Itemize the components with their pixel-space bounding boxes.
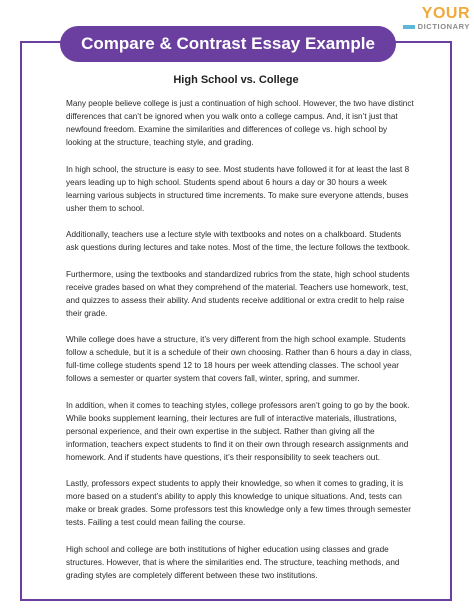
logo-wordmark-bottom-text: DICTIONARY (417, 22, 470, 31)
logo-accent-mark (403, 25, 415, 29)
essay-paragraph-high-school-grading: Furthermore, using the textbooks and standardized rubrics from the state, high school students receive grades based on what they comprehend of the material. Teachers use homework, test, and quizzes to assess their ability. And students receive additional or extra credit to help raise their grade. (66, 269, 410, 318)
essay-paragraph-intro: Many people believe college is just a continuation of high school. However, the two have distinct differences that can’t be ignored when you walk onto a college campus. And, it isn’t just that newfound freedom. Examine the similarities and differences of college vs. high school by looking at the structure, teaching style, and grading. (66, 99, 414, 147)
essay-paragraph-college-structure: While college does have a structure, it’s very different from the high school example. Students follow a schedule, but it is a schedule of their own choosing. Rather than 6 hours a day in class, full-time college students spend 12 to 18 hours per week attending classes. The school year follows a semester or quarter system that covers fall, winter, spring, and summer. (66, 335, 412, 383)
logo (398, 6, 470, 40)
essay-title: High School vs. College (173, 74, 299, 86)
essay-paragraph-high-school-teaching: Additionally, teachers use a lecture style with textbooks and notes on a chalkboard. Students ask questions during lectures and take notes. Most of the time, the lecture follows the textbook. (66, 230, 411, 252)
logo-wordmark-top: YOUR (421, 5, 470, 22)
essay-paragraph-college-grading: Lastly, professors expect students to apply their knowledge, so when it comes to grading, it is more based on a student’s ability to apply this knowledge to unique situations. And, tests can make or break grades. Some professors test this knowledge only a few times through semester tests. Failing a test could mean failing the course. (66, 479, 411, 527)
logo-wordmark-bottom (398, 22, 470, 32)
essay-paragraph-conclusion: High school and college are both institutions of higher education using classes and grade structures. However, that is where the similarities end. The structure, teaching methods, and grading styles are completely different between these two institutions. (66, 544, 400, 580)
page-title: Compare & Contrast Essay Example (60, 26, 396, 62)
essay-paragraph-high-school-structure: In high school, the structure is easy to see. Most students have followed it for at least the last 8 years leading up to high school. Students spend about 6 hours a day or 30 hours a week learning various subjects in structured time increments. To make sure everyone attends, buses usher them to school. (66, 164, 410, 213)
essay-body (66, 97, 414, 595)
essay-paragraph-college-teaching: In addition, when it comes to teaching styles, college professors aren’t going to go by the book. While books supplement learning, their lectures are full of interactive materials, illustrations, personal experience, and their own expertise in the subject. Rather than giving all the information, teachers expect students to find it on their own through research assignments and homework. And if students have questions, it’s their responsibility to seek teachers out. (66, 400, 410, 462)
